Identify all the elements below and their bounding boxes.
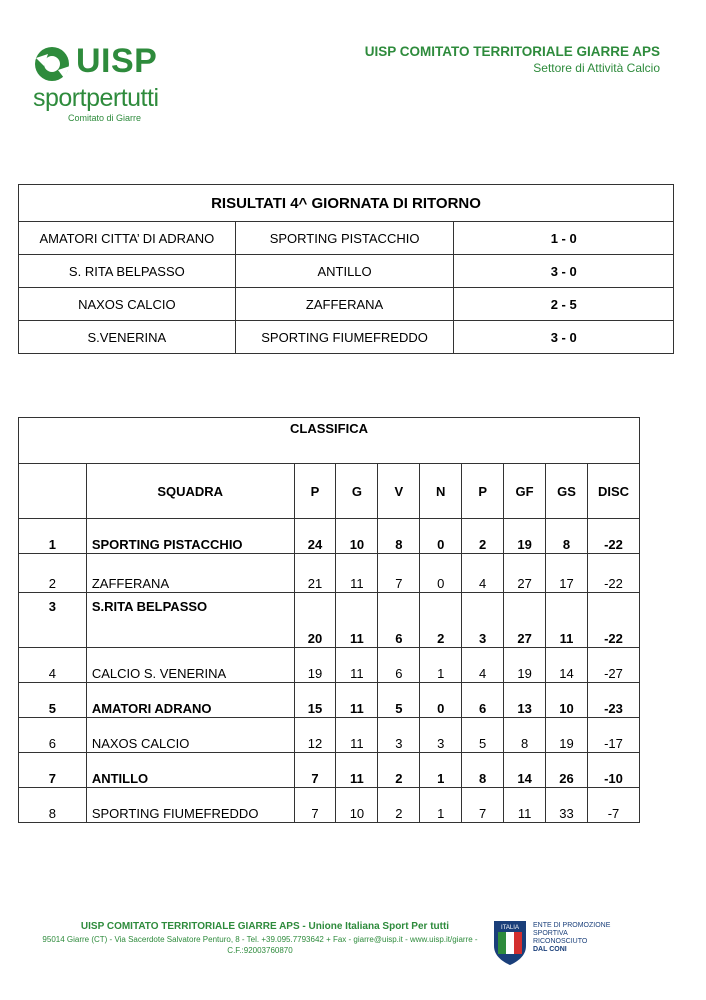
standings-disc-cell: -10 — [587, 753, 639, 788]
standings-table — [18, 417, 640, 823]
standings-header-cell: DISC — [587, 464, 639, 519]
standings-pos-cell: 4 — [19, 648, 87, 683]
result-away-team: ZAFFERANA — [235, 288, 454, 321]
standings-n-cell: 0 — [420, 683, 462, 718]
standings-p-cell: 2 — [462, 519, 504, 554]
standings-gf-cell: 27 — [504, 593, 546, 648]
standings-team-cell: SPORTING PISTACCHIO — [86, 519, 294, 554]
standings-gf-cell: 13 — [504, 683, 546, 718]
standings-gs-cell: 17 — [546, 554, 588, 593]
standings-g-cell: 10 — [336, 519, 378, 554]
standings-team-cell: S.RITA BELPASSO — [86, 593, 294, 648]
standings-gf-cell: 27 — [504, 554, 546, 593]
footer-address: 95014 Giarre (CT) - Via Sacerdote Salvatore Penturo, 8 - Tel. +39.095.7793642 + Fax - giarre@uisp.it - www.uisp.it/giarre - C.F.:92003760870 — [42, 935, 478, 955]
standings-row — [19, 554, 640, 593]
standings-row — [19, 753, 640, 788]
standings-disc-cell: -23 — [587, 683, 639, 718]
standings-gs-cell: 11 — [546, 593, 588, 648]
standings-p-cell: 4 — [462, 648, 504, 683]
header-org-block — [365, 44, 660, 75]
standings-team-cell: AMATORI ADRANO — [86, 683, 294, 718]
coni-badge — [493, 920, 613, 970]
standings-gs-cell: 26 — [546, 753, 588, 788]
standings-pos-cell: 3 — [19, 593, 87, 648]
standings-row — [19, 519, 640, 554]
standings-row — [19, 718, 640, 753]
standings-pos-cell: 8 — [19, 788, 87, 823]
standings-pos-cell: 7 — [19, 753, 87, 788]
standings-header-cell: P — [294, 464, 336, 519]
standings-pos-cell: 2 — [19, 554, 87, 593]
result-home-team: AMATORI CITTA’ DI ADRANO — [19, 222, 236, 255]
result-score: 1 - 0 — [454, 222, 674, 255]
standings-header-cell: N — [420, 464, 462, 519]
standings-header-cell — [19, 464, 87, 519]
standings-pts-cell: 7 — [294, 753, 336, 788]
standings-header-cell: GF — [504, 464, 546, 519]
standings-p-cell: 3 — [462, 593, 504, 648]
standings-disc-cell: -22 — [587, 554, 639, 593]
logo-name: UISP — [76, 42, 158, 80]
standings-n-cell: 2 — [420, 593, 462, 648]
standings-v-cell: 6 — [378, 593, 420, 648]
coni-text: ENTE DI PROMOZIONE SPORTIVA RICONOSCIUTO DAL CONI — [533, 922, 611, 953]
standings-header-cell: P — [462, 464, 504, 519]
standings-v-cell: 7 — [378, 554, 420, 593]
standings-disc-cell: -27 — [587, 648, 639, 683]
standings-pos-cell: 5 — [19, 683, 87, 718]
standings-p-cell: 7 — [462, 788, 504, 823]
standings-header-cell: GS — [546, 464, 588, 519]
coni-country: ITALIA — [501, 925, 519, 931]
logo-committee: Comitato di Giarre — [68, 113, 142, 123]
standings-pts-cell: 7 — [294, 788, 336, 823]
result-row — [19, 255, 674, 288]
standings-n-cell: 0 — [420, 554, 462, 593]
header-org: UISP COMITATO TERRITORIALE GIARRE APS — [364, 44, 660, 59]
standings-disc-cell: -22 — [587, 519, 639, 554]
standings-row — [19, 593, 640, 648]
result-row — [19, 222, 674, 255]
standings-p-cell: 5 — [462, 718, 504, 753]
results-title: RISULTATI 4^ GIORNATA DI RITORNO — [19, 185, 674, 222]
standings-g-cell: 11 — [336, 753, 378, 788]
standings-g-cell: 11 — [336, 718, 378, 753]
standings-gs-cell: 10 — [546, 683, 588, 718]
standings-p-cell: 4 — [462, 554, 504, 593]
standings-v-cell: 5 — [378, 683, 420, 718]
standings-pos-cell: 6 — [19, 718, 87, 753]
result-row — [19, 321, 674, 354]
standings-n-cell: 1 — [420, 753, 462, 788]
standings-gs-cell: 14 — [546, 648, 588, 683]
standings-gs-cell: 33 — [546, 788, 588, 823]
standings-n-cell: 1 — [420, 788, 462, 823]
standings-team-cell: SPORTING FIUMEFREDDO — [86, 788, 294, 823]
uisp-emblem-icon — [30, 44, 74, 84]
standings-title: CLASSIFICA — [19, 418, 640, 464]
standings-gf-cell: 19 — [504, 519, 546, 554]
standings-v-cell: 8 — [378, 519, 420, 554]
standings-disc-cell: -17 — [587, 718, 639, 753]
standings-row — [19, 788, 640, 823]
italia-shield-icon — [493, 920, 527, 966]
footer-org: UISP COMITATO TERRITORIALE GIARRE APS - Unione Italiana Sport Per tutti — [80, 921, 450, 932]
uisp-logo — [30, 40, 180, 125]
standings-disc-cell: -7 — [587, 788, 639, 823]
standings-header-cell: V — [378, 464, 420, 519]
standings-pos-cell: 1 — [19, 519, 87, 554]
result-home-team: S. RITA BELPASSO — [19, 255, 236, 288]
standings-n-cell: 3 — [420, 718, 462, 753]
standings-pts-cell: 20 — [294, 593, 336, 648]
standings-v-cell: 2 — [378, 788, 420, 823]
standings-p-cell: 8 — [462, 753, 504, 788]
standings-v-cell: 2 — [378, 753, 420, 788]
standings-pts-cell: 15 — [294, 683, 336, 718]
results-table — [18, 184, 674, 354]
standings-n-cell: 0 — [420, 519, 462, 554]
standings-g-cell: 11 — [336, 593, 378, 648]
standings-v-cell: 6 — [378, 648, 420, 683]
standings-g-cell: 11 — [336, 683, 378, 718]
standings-pts-cell: 24 — [294, 519, 336, 554]
standings-g-cell: 11 — [336, 648, 378, 683]
standings-pts-cell: 21 — [294, 554, 336, 593]
result-home-team: NAXOS CALCIO — [19, 288, 236, 321]
standings-row — [19, 648, 640, 683]
standings-p-cell: 6 — [462, 683, 504, 718]
result-home-team: S.VENERINA — [19, 321, 236, 354]
result-away-team: SPORTING PISTACCHIO — [235, 222, 454, 255]
standings-pts-cell: 19 — [294, 648, 336, 683]
standings-gf-cell: 14 — [504, 753, 546, 788]
standings-gs-cell: 19 — [546, 718, 588, 753]
standings-gs-cell: 8 — [546, 519, 588, 554]
result-score: 2 - 5 — [454, 288, 674, 321]
result-score: 3 - 0 — [454, 321, 674, 354]
standings-team-cell: ZAFFERANA — [86, 554, 294, 593]
standings-team-cell: ANTILLO — [86, 753, 294, 788]
footer — [0, 921, 520, 956]
standings-gf-cell: 11 — [504, 788, 546, 823]
logo-tagline: sportpertutti — [33, 84, 159, 112]
result-away-team: ANTILLO — [235, 255, 454, 288]
standings-header-cell: SQUADRA — [86, 464, 294, 519]
standings-disc-cell: -22 — [587, 593, 639, 648]
standings-v-cell: 3 — [378, 718, 420, 753]
standings-header-cell: G — [336, 464, 378, 519]
standings-team-cell: NAXOS CALCIO — [86, 718, 294, 753]
header-sector: Settore di Attività Calcio — [533, 61, 660, 75]
standings-gf-cell: 19 — [504, 648, 546, 683]
result-away-team: SPORTING FIUMEFREDDO — [235, 321, 454, 354]
standings-pts-cell: 12 — [294, 718, 336, 753]
standings-n-cell: 1 — [420, 648, 462, 683]
result-score: 3 - 0 — [454, 255, 674, 288]
result-row — [19, 288, 674, 321]
standings-row — [19, 683, 640, 718]
standings-team-cell: CALCIO S. VENERINA — [86, 648, 294, 683]
standings-gf-cell: 8 — [504, 718, 546, 753]
standings-g-cell: 11 — [336, 554, 378, 593]
standings-g-cell: 10 — [336, 788, 378, 823]
